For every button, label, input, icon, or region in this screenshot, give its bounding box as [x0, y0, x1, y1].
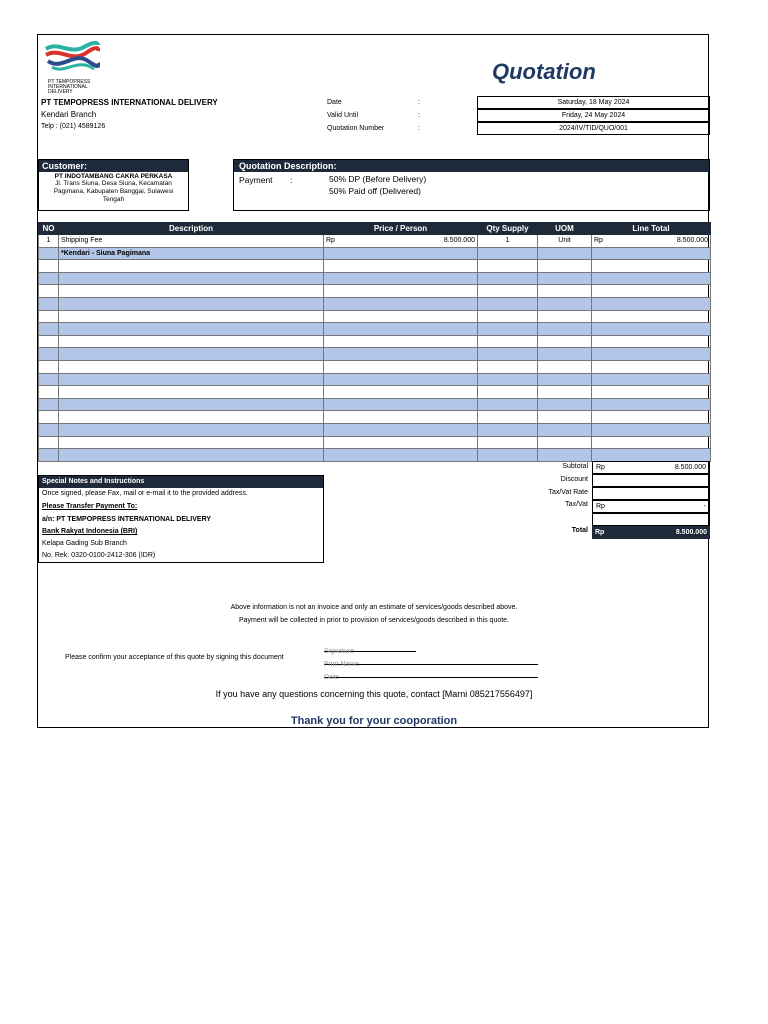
column-header-qty: Qty Supply — [478, 223, 538, 235]
meta-date-row — [327, 96, 710, 109]
cell-currency: Rp — [326, 237, 335, 245]
table-row — [39, 323, 711, 336]
cell-uom — [538, 247, 592, 260]
tax-label: Tax/Vat — [565, 501, 588, 508]
thank-you-text: Thank you for your cooporation — [290, 715, 458, 727]
table-row — [39, 297, 711, 310]
table-header-row — [39, 223, 711, 235]
column-header-uom: UOM — [538, 223, 592, 235]
cell-price — [324, 247, 478, 260]
signature-line — [324, 640, 416, 655]
total-value: 8.500.000 — [675, 529, 707, 536]
table-row — [39, 411, 711, 424]
table-row — [39, 373, 711, 386]
notes-account-name: a/n: PT TEMPOPRESS INTERNATIONAL DELIVERY — [42, 516, 212, 523]
quotation-sheet — [37, 34, 709, 728]
meta-number-row — [327, 122, 710, 135]
table-row — [39, 436, 711, 449]
customer-name: PT INDOTAMBANG CAKRA PERKASA — [54, 173, 173, 180]
confirm-text: Please confirm your acceptance of this quote by signing this document — [65, 654, 284, 661]
tax-currency: Rp — [596, 503, 605, 510]
subtotal-label: Subtotal — [562, 463, 588, 470]
cell-qty — [478, 247, 538, 260]
discount-label: Discount — [560, 476, 588, 483]
table-row — [39, 360, 711, 373]
special-notes-box — [38, 475, 324, 563]
branch-name: Kendari Branch — [41, 110, 97, 119]
cell-price-value: 8.500.000 — [443, 237, 475, 245]
table-row — [39, 235, 711, 248]
cell-description: Shipping Fee — [59, 235, 324, 248]
quotation-description-box — [233, 159, 710, 211]
payment-sep: : — [290, 175, 293, 185]
tax-rate-label: Tax/Vat Rate — [548, 489, 588, 496]
table-row — [39, 348, 711, 361]
customer-box — [38, 159, 189, 211]
total-value-box — [592, 526, 710, 539]
table-row — [39, 310, 711, 323]
customer-heading: Customer: — [39, 160, 188, 172]
notes-bank-name: Bank Rakyat Indonesia (BRI) — [42, 528, 138, 535]
column-header-price: Price / Person — [324, 223, 478, 235]
payment-label: Payment — [239, 175, 273, 185]
description-heading: Quotation Description: — [234, 160, 709, 172]
table-row — [39, 247, 711, 260]
meta-value: Saturday, 18 May 2024 — [477, 96, 710, 109]
tax-value-box — [592, 500, 710, 513]
contact-text: If you have any questions concerning this quote, contact [Marni 085217556497] — [215, 689, 533, 699]
tax-value: - — [703, 503, 706, 510]
logo-mark-icon — [44, 41, 100, 75]
meta-label: Date — [327, 99, 342, 106]
items-table — [38, 222, 711, 462]
table-row — [39, 285, 711, 298]
cell-line-total — [592, 235, 711, 248]
tax-extra-box — [592, 513, 710, 526]
notes-transfer-heading: Please Transfer Payment To: — [42, 503, 138, 510]
customer-address: Jl. Trans Siuna, Desa Siuna, Kecamatan Pagimana, Kabupaten Banggai, Sulawesi Tengah — [53, 180, 174, 203]
signature-label: Signature — [324, 648, 354, 655]
meta-valid-row — [327, 109, 710, 122]
table-row — [39, 260, 711, 273]
meta-sep: : — [418, 99, 420, 106]
meta-sep: : — [418, 112, 420, 119]
cell-no: 1 — [39, 235, 59, 248]
tax-rate-value-box — [592, 487, 710, 500]
cell-currency: Rp — [594, 237, 603, 245]
subtotal-currency: Rp — [596, 464, 605, 471]
document-title: Quotation — [492, 59, 596, 84]
table-row — [39, 423, 711, 436]
cell-no — [39, 247, 59, 260]
cell-qty: 1 — [478, 235, 538, 248]
cell-line-total — [592, 247, 711, 260]
notes-heading: Special Notes and Instructions — [39, 476, 323, 488]
payment-line-1: 50% DP (Before Delivery) — [329, 174, 427, 184]
total-label: Total — [571, 527, 588, 534]
table-row — [39, 272, 711, 285]
company-logo — [44, 41, 104, 97]
notes-account-number: No. Rek. 0320-0100-2412-306 (IDR) — [42, 552, 156, 559]
footer-info-line-1: Above information is not an invoice and only an estimate of services/goods described above. — [230, 604, 518, 611]
column-header-description: Description — [59, 223, 324, 235]
meta-value: Friday, 24 May 2024 — [477, 109, 710, 122]
print-name-label: Print Name — [324, 661, 360, 668]
meta-value: 2024/IV/TID/QUO/001 — [477, 122, 710, 135]
cell-uom: Unit — [538, 235, 592, 248]
cell-description: *Kendari - Siuna Pagimana — [59, 247, 324, 260]
meta-sep: : — [418, 125, 420, 132]
logo-text: PT TEMPOPRESS INTERNATIONAL DELIVERY — [48, 79, 91, 95]
column-header-no: NO — [39, 223, 59, 235]
notes-line: Once signed, please Fax, mail or e-mail it to the provided address. — [42, 490, 248, 497]
print-name-line — [324, 653, 538, 668]
cell-total-value: 8.500.000 — [676, 237, 708, 245]
table-row — [39, 335, 711, 348]
column-header-line-total: Line Total — [592, 223, 711, 235]
date-label: Date — [324, 674, 339, 681]
cell-price — [324, 235, 478, 248]
total-currency: Rp — [595, 529, 605, 536]
footer-info-line-2: Payment will be collected in prior to provision of services/goods described in this quote. — [238, 617, 510, 624]
meta-label: Quotation Number — [327, 125, 385, 132]
company-name: PT TEMPOPRESS INTERNATIONAL DELIVERY — [41, 98, 218, 107]
notes-branch: Kelapa Gading Sub Branch — [42, 540, 127, 547]
company-phone: Telp : (021) 4589126 — [41, 123, 106, 130]
table-row — [39, 386, 711, 399]
meta-label: Valid Until — [327, 112, 358, 119]
discount-value-box — [592, 474, 710, 487]
payment-line-2: 50% Paid off (Delivered) — [329, 186, 421, 196]
date-line — [324, 666, 538, 681]
table-row — [39, 398, 711, 411]
subtotal-value-box — [592, 461, 710, 474]
table-row — [39, 449, 711, 462]
subtotal-value: 8.500.000 — [674, 464, 706, 471]
